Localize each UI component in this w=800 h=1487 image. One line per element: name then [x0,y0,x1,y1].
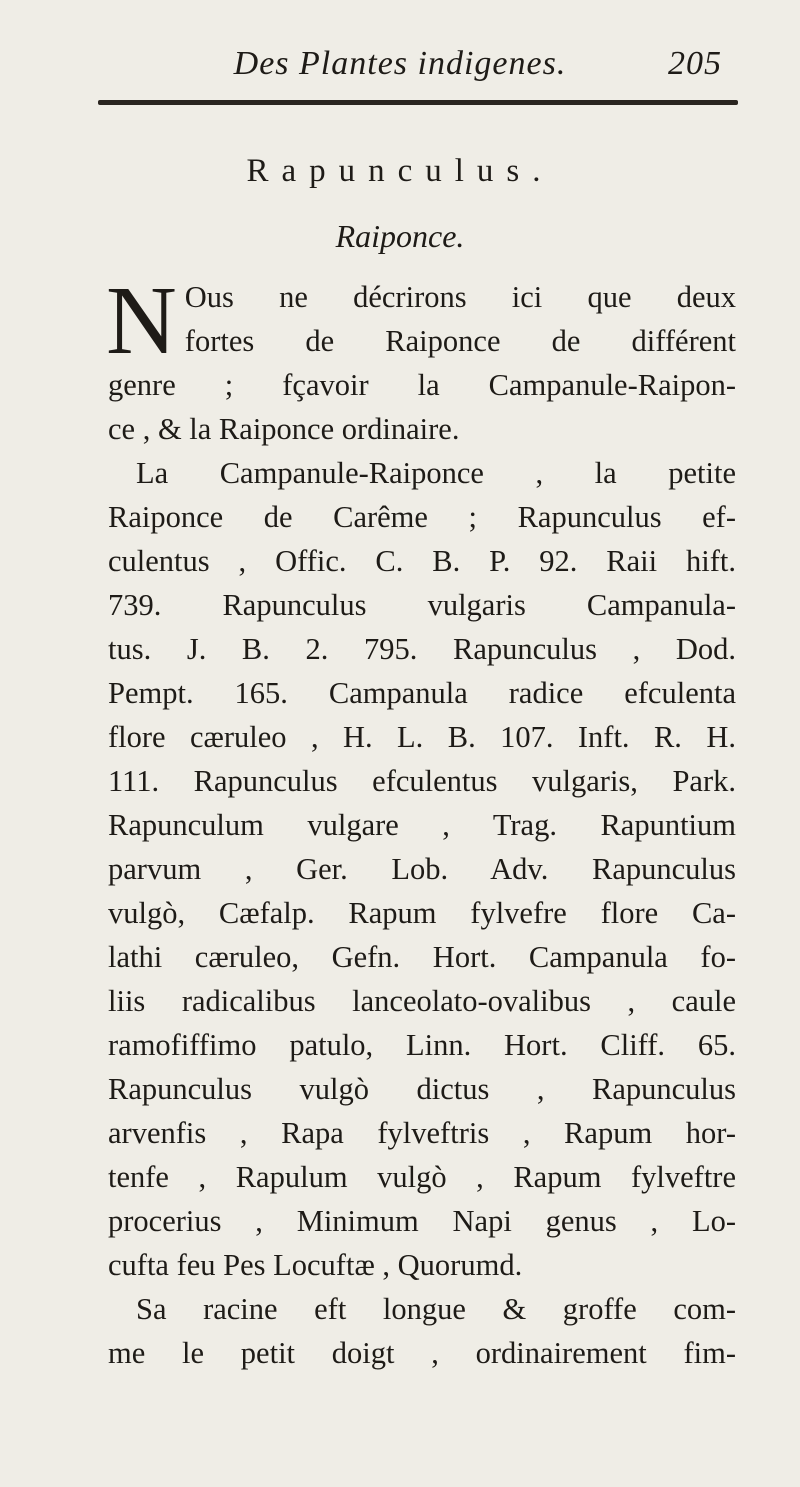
running-title: Des Plantes indigenes. [233,45,567,82]
text-line: 739. Rapunculus vulgaris Campanula- [108,588,736,622]
text-line: La Campanule-Raiponce , la petite [136,456,736,490]
page-number: 205 [668,45,722,82]
text-line: tenfe , Rapulum vulgò , Rapum fylveftre [108,1160,736,1194]
paragraph-intro [106,267,736,451]
text-line: Rapunculus vulgò dictus , Rapunculus [108,1072,736,1106]
text-line: procerius , Minimum Napi genus , Lo- [108,1204,736,1238]
text-line: culentus , Offic. C. B. P. 92. Raii hift. [108,544,736,578]
drop-cap: N [106,267,177,375]
text-line: arvenfis , Rapa fylveftris , Rapum hor- [108,1116,736,1150]
text-line: vulgò, Cæfalp. Rapum fylvefre flore Ca- [108,896,736,930]
text-line: parvum , Ger. Lob. Adv. Rapunculus [108,852,736,886]
paragraph-synonyms [108,451,736,1287]
text-line: Ous ne décrirons ici que deux [184,280,736,314]
text-line: me le petit doigt , ordinairement fim- [108,1336,736,1370]
running-header [0,45,800,83]
text-line: flore cæruleo , H. L. B. 107. Inft. R. H. [108,720,736,754]
text-line: cufta feu Pes Locuftæ , Quorumd. [108,1248,523,1282]
text-line: lathi cæruleo, Gefn. Hort. Campanula fo- [108,940,736,974]
section-subtitle: Raiponce. [335,218,465,254]
text-line: fortes de Raiponce de différent [184,324,736,358]
text-line: Sa racine eft longue & groffe com- [136,1292,736,1326]
text-line: liis radicalibus lanceolato-ovalibus , caule [108,984,736,1018]
text-line: ce , & la Raiponce ordinaire. [108,412,460,446]
text-line: Raiponce de Carême ; Rapunculus ef- [108,500,736,534]
body-text [106,267,736,1375]
text-line: 111. Rapunculus efculentus vulgaris, Park. [108,764,736,798]
text-line: genre ; fçavoir la Campanule-Raipon- [108,368,736,402]
text-line: ramofiffimo patulo, Linn. Hort. Cliff. 65. [108,1028,736,1062]
text-line: tus. J. B. 2. 795. Rapunculus , Dod. [108,632,736,666]
text-line: Rapunculum vulgare , Trag. Rapuntium [108,808,736,842]
paragraph-root [108,1287,736,1375]
section-title: Rapunculus. [246,153,554,189]
text-line: Pempt. 165. Campanula radice efculenta [108,676,736,710]
header-rule [98,100,738,105]
